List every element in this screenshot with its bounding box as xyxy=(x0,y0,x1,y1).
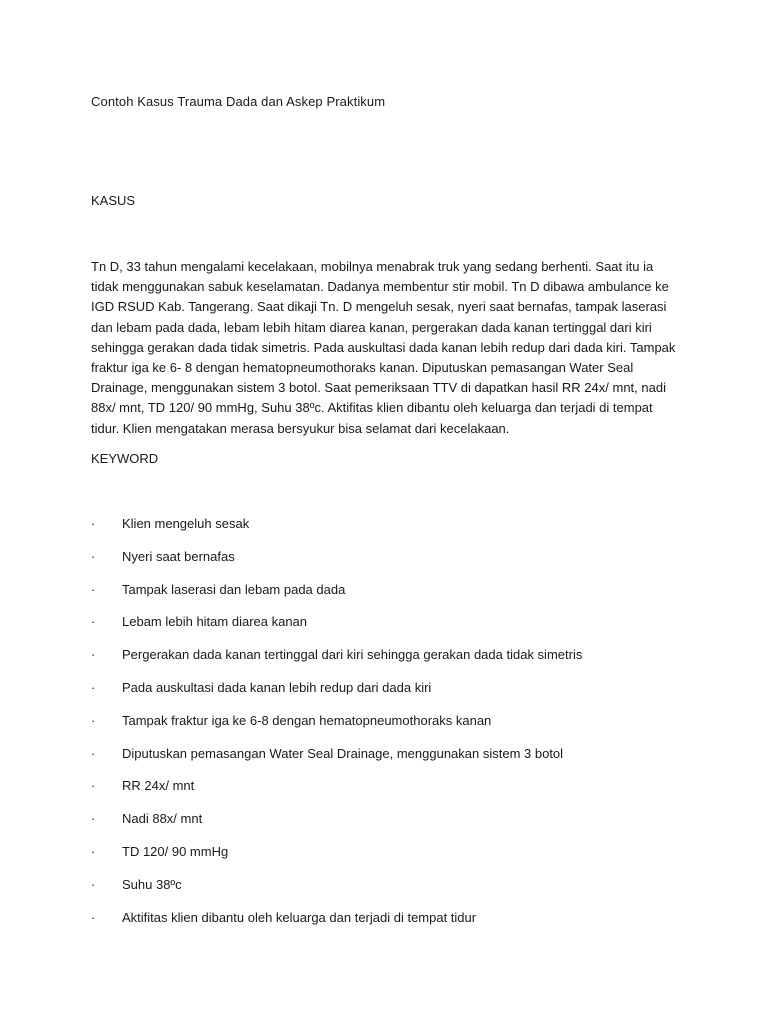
keyword-list xyxy=(0,516,768,942)
keyword-text: Diputuskan pemasangan Water Seal Drainage, menggunakan sistem 3 botol xyxy=(122,745,564,761)
keyword-heading: KEYWORD xyxy=(91,451,159,466)
keyword-item xyxy=(0,713,768,746)
keyword-text: Tampak fraktur iga ke 6-8 dengan hematopneumothoraks kanan xyxy=(122,712,492,728)
case-paragraph: Tn D, 33 tahun mengalami kecelakaan, mobilnya menabrak truk yang sedang berhenti. Saat itu ia tidak menggunakan sabuk keselamatan. Dadanya membentur stir mobil. Tn D dibawa ambulance ke IGD RSUD Kab. Tangerang. Saat dikaji Tn. D mengeluh sesak, nyeri saat bernafas, tampak laserasi dan lebam pada dada, lebam lebih hitam diarea kanan, pergerakan dada kanan tertinggal dari kiri sehingga gerakan dada tidak simetris. Pada auskultasi dada kanan lebih redup dari dada kiri. Tampak fraktur iga ke 6- 8 dengan hematopneumothoraks kanan. Diputuskan pemasangan Water Seal Drainage, menggunakan sistem 3 botol. Saat pemeriksaan TTV di dapatkan hasil RR 24x/ mnt, nadi 88x/ mnt, TD 120/ 90 mmHg, Suhu 38ºc. Aktifitas klien dibantu oleh keluarga dan terjadi di tempat tidur. Klien mengatakan merasa bersyukur bisa selamat dari kecelakaan. xyxy=(91,259,676,436)
keyword-item xyxy=(0,549,768,582)
keyword-item xyxy=(0,647,768,680)
bullet-icon: · xyxy=(91,581,96,597)
kasus-heading: KASUS xyxy=(91,193,136,208)
keyword-text: Nadi 88x/ mnt xyxy=(122,811,203,827)
keyword-item xyxy=(0,582,768,615)
bullet-icon: · xyxy=(91,843,96,859)
bullet-icon: · xyxy=(91,614,96,630)
keyword-item xyxy=(0,877,768,910)
keyword-text: Tampak laserasi dan lebam pada dada xyxy=(122,581,346,597)
keyword-text: Suhu 38ºc xyxy=(122,876,182,892)
keyword-text: Lebam lebih hitam diarea kanan xyxy=(122,614,308,630)
bullet-icon: · xyxy=(91,778,96,794)
keyword-item xyxy=(0,811,768,844)
keyword-item xyxy=(0,680,768,713)
keyword-item xyxy=(0,746,768,779)
bullet-icon: · xyxy=(91,712,96,728)
keyword-text: Pergerakan dada kanan tertinggal dari kiri sehingga gerakan dada tidak simetris xyxy=(122,647,583,663)
bullet-icon: · xyxy=(91,811,96,827)
bullet-icon: · xyxy=(91,548,96,564)
bullet-icon: · xyxy=(91,679,96,695)
keyword-text: Pada auskultasi dada kanan lebih redup dari dada kiri xyxy=(122,679,432,695)
bullet-icon: · xyxy=(91,647,96,663)
keyword-item xyxy=(0,910,768,943)
bullet-icon: · xyxy=(91,516,96,531)
keyword-text: TD 120/ 90 mmHg xyxy=(122,843,229,859)
keyword-item xyxy=(0,778,768,811)
keyword-text: Aktifitas klien dibantu oleh keluarga dan terjadi di tempat tidur xyxy=(122,909,477,925)
keyword-item xyxy=(0,614,768,647)
keyword-text: Klien mengeluh sesak xyxy=(122,516,250,531)
bullet-icon: · xyxy=(91,745,96,761)
keyword-text: Nyeri saat bernafas xyxy=(122,548,235,564)
keyword-item xyxy=(0,844,768,877)
keyword-item xyxy=(0,516,768,549)
bullet-icon: · xyxy=(91,909,96,925)
bullet-icon: · xyxy=(91,876,96,892)
keyword-text: RR 24x/ mnt xyxy=(122,778,195,794)
document-title: Contoh Kasus Trauma Dada dan Askep Praktikum xyxy=(91,94,386,109)
